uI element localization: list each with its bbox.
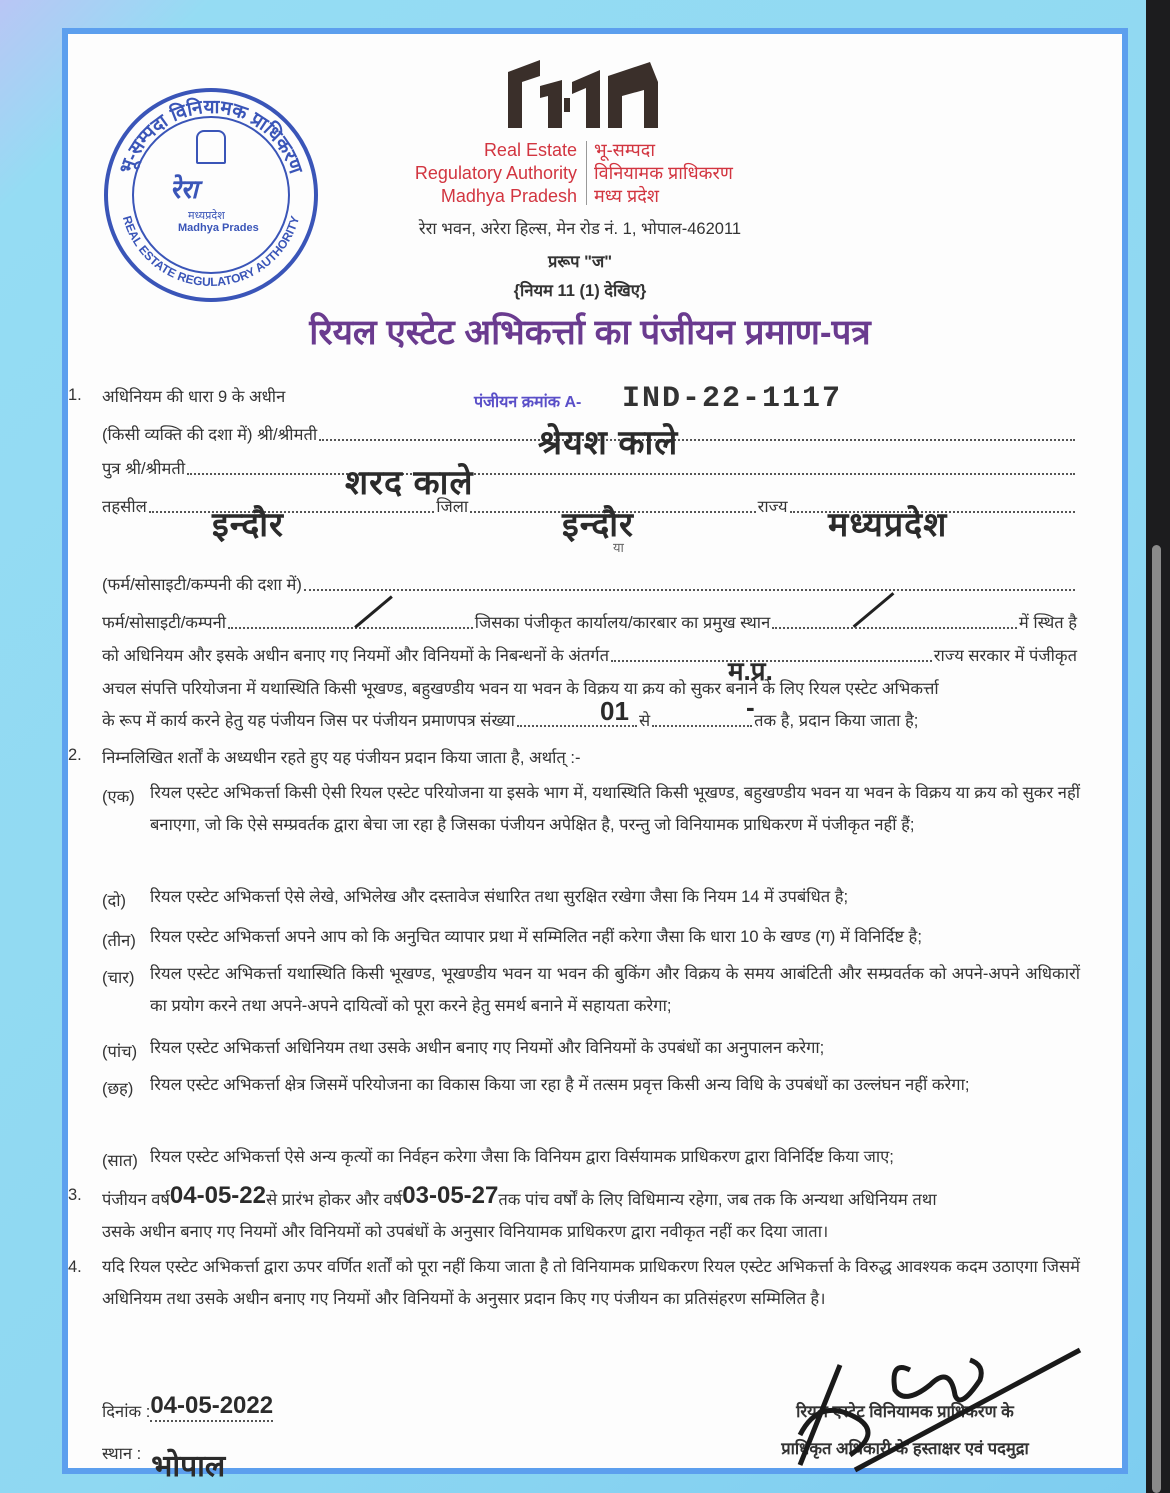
- registration-number: IND-22-1117: [622, 382, 843, 416]
- validity-start: 04-05-22: [169, 1182, 266, 1209]
- condition-label: (पांच): [102, 1043, 138, 1061]
- from-label: से: [638, 712, 651, 730]
- district-value: इन्दौर: [562, 506, 634, 544]
- section-number: 3.: [68, 1186, 82, 1204]
- authority-address: रेरा भवन, अरेरा हिल्स, मेन रोड नं. 1, भोपाल-462011: [418, 220, 742, 238]
- condition-label: (दो): [102, 892, 127, 910]
- validity-text: से प्रारंभ होकर और वर्ष: [266, 1191, 403, 1209]
- field-dots: [304, 589, 1075, 591]
- section1-intro: अधिनियम की धारा 9 के अधीन: [102, 388, 286, 406]
- certificate-text: के रूप में कार्य करने हेतु यह पंजीयन जिस पर पंजीयन प्रमाणपत्र संख्या: [102, 712, 515, 730]
- condition-label: (सात): [102, 1152, 138, 1170]
- field-dots: [772, 627, 1017, 629]
- condition-label: (छह): [102, 1080, 134, 1098]
- act-text: को अधिनियम और इसके अधीन बनाए गए नियमों और विनियमों के निबन्धनों के अंतर्गत: [102, 647, 609, 665]
- certificate-title: रियल एस्टेट अभिकर्त्ता का पंजीयन प्रमाण-पत्र: [309, 313, 871, 352]
- rera-logo: [500, 52, 665, 134]
- condition-text: रियल एस्टेट अभिकर्त्ता ऐसे अन्य कृत्यों का निर्वहन करेगा जैसा कि विनियम द्वारा विर्सयामक प्राधिकरण द्वारा विनिर्दिष्ट किया जाए;: [150, 1148, 894, 1166]
- section-number: 1.: [68, 386, 82, 404]
- revocation-text: यदि रियल एस्टेट अभिकर्त्ता द्वारा ऊपर वर्णित शर्तों को पूरा नहीं किया जाता है तो विनियामक प्राधिकरण रियल एस्टेट अभिकर्त्ता के विरुद्ध आवश्यक कदम उठाएगा जिसमें अधिनियम तथा उसके अधीन बनाए गए नियमों और विनियमों के अनुसार प्रदान किए गए पंजीयन का प्रतिसंहरण सम्मिलित है।: [102, 1258, 1080, 1308]
- field-dots: [228, 627, 473, 629]
- agent-name: श्रेयश काले: [538, 424, 679, 462]
- certificate-number: 01: [600, 696, 629, 726]
- header-divider: [586, 141, 587, 205]
- section-number: 4.: [68, 1258, 82, 1276]
- located-label: में स्थित है: [1018, 614, 1078, 632]
- signature: [780, 1325, 1090, 1480]
- father-label: पुत्र श्री/श्रीमती: [102, 460, 186, 478]
- property-text: अचल संपत्ति परियोजना में यथास्थिति किसी भूखण्ड, बहुखण्डीय भवन या भवन के विक्रय या क्रय को सुकर बनाने के लिए रियल एस्टेट अभिकर्त्ता: [102, 680, 939, 698]
- seal-ring-text: [104, 88, 318, 302]
- field-dots: [187, 473, 1075, 475]
- place-label: स्थान :: [102, 1445, 142, 1463]
- condition-text: रियल एस्टेट अभिकर्त्ता ऐसे लेखे, अभिलेख और दस्तावेज संधारित तथा सुरक्षित रखेगा जैसा कि नियम 14 में उपबंधित है;: [150, 888, 849, 906]
- svg-text:REAL ESTATE REGULATORY AUTHORI: REAL ESTATE REGULATORY AUTHORITY: [119, 214, 303, 290]
- condition-text: रियल एस्टेट अभिकर्त्ता क्षेत्र जिसमें परियोजना का विकास किया जा रहा है में तत्सम प्रवृत्त किसी अन्य विधि के उपबंधों का उल्लंघन नहीं करेगा;: [150, 1076, 970, 1094]
- emblem-icon: [196, 130, 226, 164]
- condition-text: रियल एस्टेट अभिकर्त्ता अधिनियम तथा उसके अधीन बनाए गए नियमों और विनियमों के उपबंधों का अनुपालन करेगा;: [150, 1039, 825, 1057]
- validity-end: 03-05-27: [402, 1182, 499, 1209]
- condition-label: (एक): [102, 788, 135, 806]
- field-dots: [319, 439, 1075, 441]
- signatory-title: रियल एस्टेट विनियामक प्राधिकरण के: [796, 1403, 1014, 1421]
- condition-text: रियल एस्टेट अभिकर्त्ता अपने आप को कि अनुचित व्यापार प्रथा में सम्मिलित नहीं करेगा जैसा कि धारा 10 के खण्ड (ग) में विनिर्दिष्ट है;: [150, 928, 922, 946]
- date-value: 04-05-2022: [150, 1392, 273, 1422]
- signatory-caption: प्राधिकृत अधिकारी के हस्ताक्षर एवं पदमुद्रा: [781, 1440, 1029, 1458]
- office-label: जिसका पंजीकृत कार्यालय/कारबार का प्रमुख स्थान: [474, 614, 771, 632]
- father-name: शरद काले: [345, 464, 474, 502]
- registration-label: पंजीयन क्रमांक A-: [474, 394, 582, 411]
- tail-text: तक है, प्रदान किया जाता है;: [754, 712, 919, 730]
- condition-label: (चार): [102, 969, 135, 987]
- or-label: या: [613, 540, 624, 555]
- condition-text: रियल एस्टेट अभिकर्त्ता किसी ऐसी रियल एस्टेट परियोजना या इसके भाग में, यथास्थिति किसी भूखण्ड, बहुखण्डीय भवन या भवन के विक्रय या क्रय को सुकर नहीं बनाएगा, जो कि ऐसे सम्प्रवर्तक द्वारा बेचा जा रहा है जिसका पंजीयन अपेक्षित है, परन्तु जो विनियामक प्राधिकरण में पंजीकृत नहीं हैं;: [150, 784, 1080, 834]
- tehsil-value: इन्दौर: [212, 506, 284, 544]
- field-dots: [149, 511, 434, 513]
- conditions-intro: निम्नलिखित शर्तों के अध्यधीन रहते हुए यह पंजीयन प्रदान किया जाता है, अर्थात् :-: [102, 749, 581, 767]
- scrollbar[interactable]: [1152, 545, 1161, 1493]
- official-seal: [104, 88, 318, 302]
- state-value: मध्यप्रदेश: [828, 506, 948, 544]
- tehsil-label: तहसील: [102, 498, 147, 516]
- seal-state-hi: मध्यप्रदेश: [188, 210, 225, 222]
- firm-case-label: (फर्म/सोसाइटी/कम्पनी की दशा में): [102, 576, 302, 594]
- validity-text: पंजीयन वर्ष: [102, 1191, 170, 1209]
- state-short-value: म.प्र.: [728, 656, 773, 686]
- form-label: प्ररूप "ज": [547, 253, 613, 271]
- district-label: जिला: [436, 498, 469, 516]
- field-dots: [652, 725, 752, 727]
- person-label: (किसी व्यक्ति की दशा में) श्री/श्रीमती: [102, 426, 318, 444]
- state-govt-text: राज्य सरकार में पंजीकृत: [933, 647, 1077, 665]
- validity-text: तक पांच वर्षों के लिए विधिमान्य रहेगा, जब तक कि अन्यथा अधिनियम तथा: [498, 1191, 937, 1209]
- validity-text-2: उसके अधीन बनाए गए नियमों और विनियमों को उपबंधों के अनुसार विनियामक प्राधिकरण द्वारा नवीकृत नहीं कर दिया जाता।: [102, 1223, 829, 1241]
- seal-state-en: Madhya Prades: [178, 222, 259, 234]
- certificate-to-value: -: [746, 692, 755, 722]
- firm-label: फर्म/सोसाइटी/कम्पनी: [102, 614, 227, 632]
- state-label: राज्य: [757, 498, 788, 516]
- authority-name-hi: भू-सम्पदा विनियामक प्राधिकरण मध्य प्रदेश: [594, 140, 733, 206]
- seal-logo: रेरा: [170, 174, 199, 204]
- date-label: दिनांक :: [102, 1403, 151, 1421]
- condition-text: रियल एस्टेट अभिकर्त्ता यथास्थिति किसी भूखण्ड, भूखण्डीय भवन या भवन की बुकिंग और विक्रय के समय आबंटिती और सम्प्रवर्तक को अपने-अपने अधिकारों का प्रयोग करने तथा अपने-अपने दायित्वों को पूरा करने हेतु समर्थ बनाने में सहायता करेगा;: [150, 965, 1080, 1015]
- place-value: भोपाल: [151, 1450, 226, 1483]
- rule-reference: {नियम 11 (1) देखिए}: [513, 282, 647, 300]
- authority-name-en: Real Estate Regulatory Authority Madhya Pradesh: [414, 140, 577, 206]
- svg-text:भू-सम्पदा विनियामक प्राधिकरण: भू-सम्पदा विनियामक प्राधिकरण: [116, 96, 306, 177]
- condition-label: (तीन): [102, 932, 136, 950]
- section-number: 2.: [68, 746, 82, 764]
